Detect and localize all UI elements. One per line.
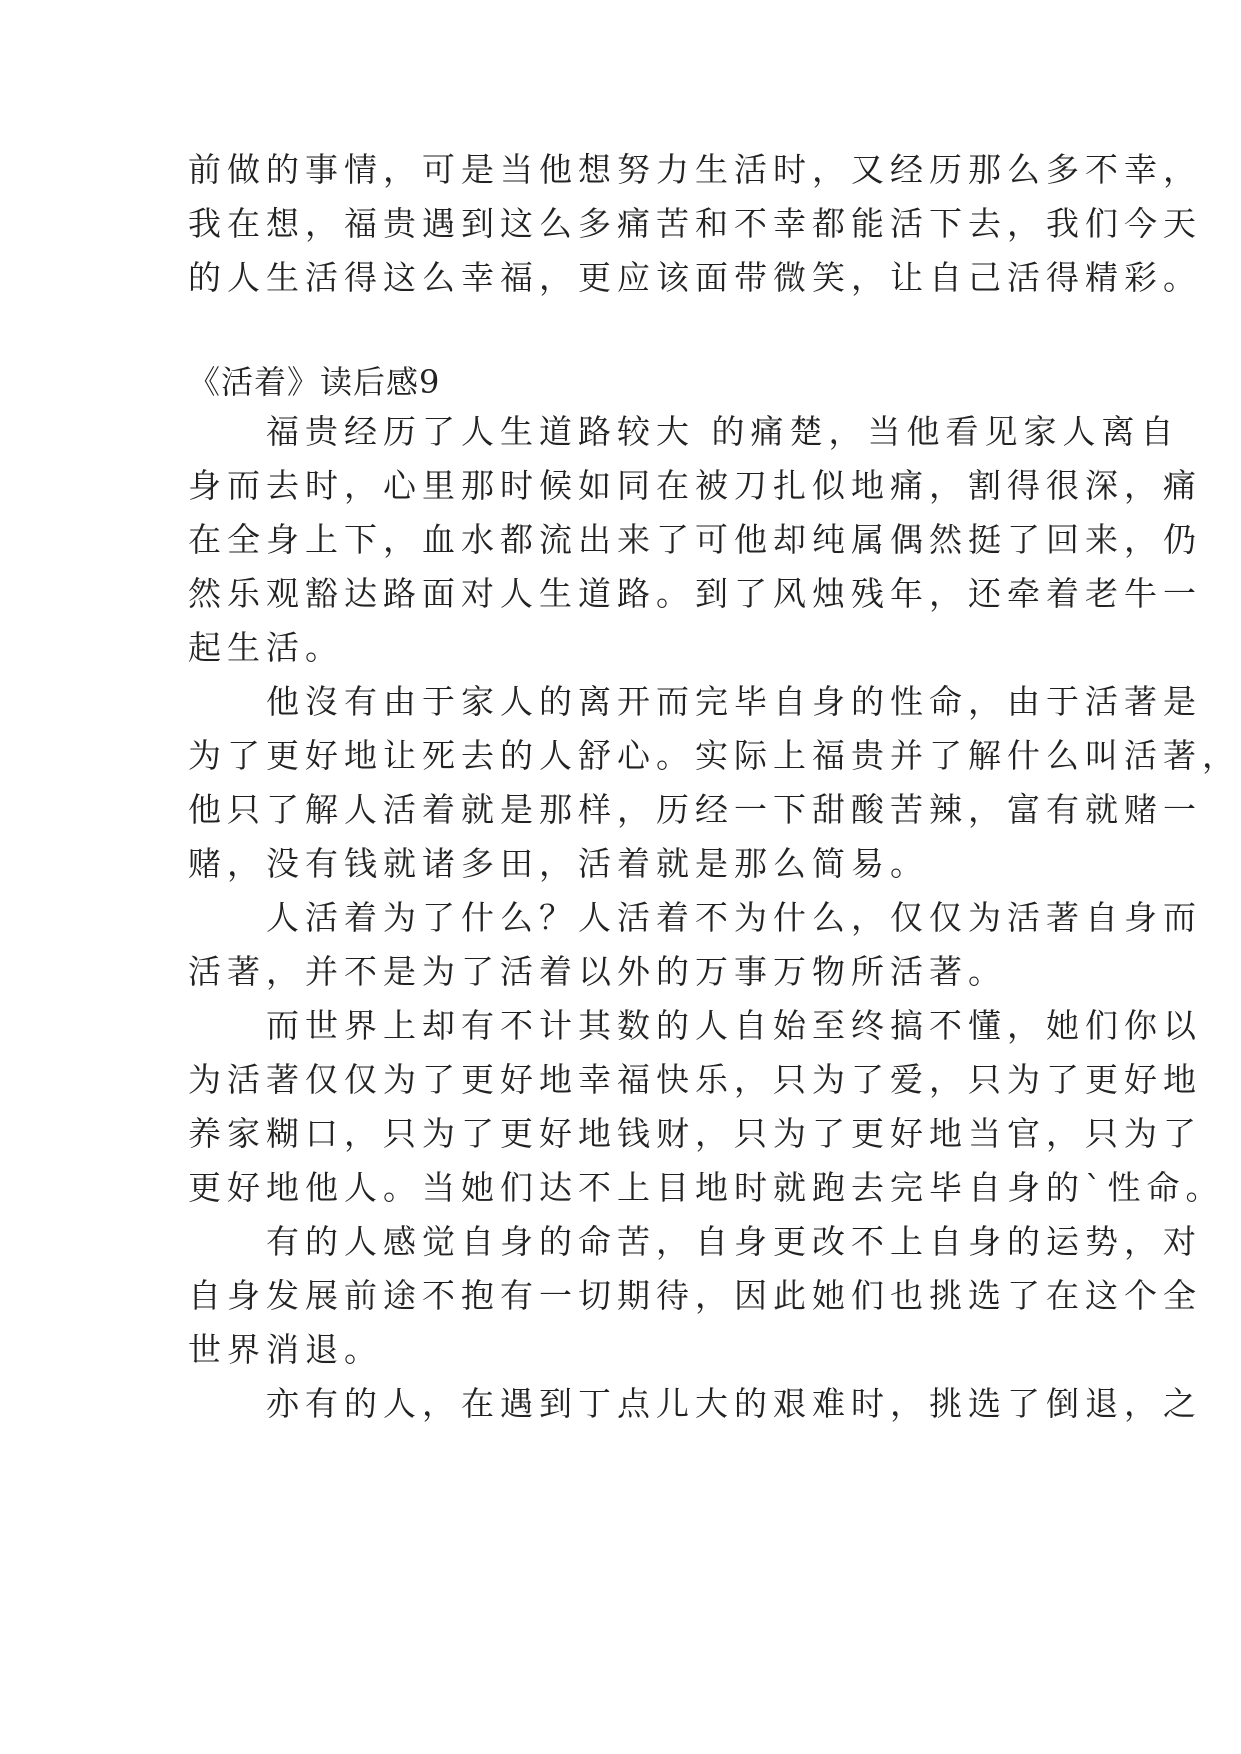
paragraph-line: 而世界上却有不计其数的人自始至终搞不懂，她们你以 (188, 1006, 1202, 1045)
paragraph-line: 活著，并不是为了活着以外的万事万物所活著。 (188, 952, 1007, 991)
paragraph-line: 为活著仅仅为了更好地幸福快乐，只为了爱，只为了更好地 (188, 1060, 1202, 1099)
paragraph-line: 有的人感觉自身的命苦，自身更改不上自身的运势，对 (188, 1222, 1202, 1261)
paragraph-line: 更好地他人。当她们达不上目地时就跑去完毕自身的`性命。 (188, 1168, 1225, 1207)
paragraph-line: 身而去时，心里那时候如同在被刀扎似地痛，割得很深，痛 (188, 466, 1202, 505)
paragraph-line: 的人生活得这么幸福，更应该面带微笑，让自己活得精彩。 (188, 258, 1202, 297)
paragraph-line: 世界消退。 (188, 1330, 383, 1369)
paragraph-line: 然乐观豁达路面对人生道路。到了风烛残年，还牵着老牛一 (188, 574, 1202, 613)
paragraph-line: 赌，没有钱就诸多田，活着就是那么简易。 (188, 844, 929, 883)
paragraph-line: 他沒有由于家人的离开而完毕自身的性命，由于活著是 (188, 682, 1202, 721)
paragraph-line: 我在想，福贵遇到这么多痛苦和不幸都能活下去，我们今天 (188, 204, 1202, 243)
section-title: 《活着》读后感9 (188, 363, 441, 401)
paragraph-line: 前做的事情，可是当他想努力生活时，又经历那么多不幸， (188, 150, 1202, 189)
paragraph-line: 为了更好地让死去的人舒心。实际上福贵并了解什么叫活著， (188, 736, 1241, 775)
paragraph-line: 福贵经历了人生道路较大 的痛楚，当他看见家人离自 (188, 412, 1180, 451)
paragraph-line: 亦有的人，在遇到丁点儿大的艰难时，挑选了倒退，之 (188, 1384, 1202, 1423)
paragraph-line: 在全身上下，血水都流出来了可他却纯属偶然挺了回来，仍 (188, 520, 1202, 559)
paragraph-line: 养家糊口，只为了更好地钱财，只为了更好地当官，只为了 (188, 1114, 1202, 1153)
paragraph-line: 起生活。 (188, 628, 344, 667)
paragraph-line: 他只了解人活着就是那样，历经一下甜酸苦辣，富有就赌一 (188, 790, 1202, 829)
paragraph-line: 自身发展前途不抱有一切期待，因此她们也挑选了在这个全 (188, 1276, 1202, 1315)
paragraph-line: 人活着为了什么？人活着不为什么，仅仅为活著自身而 (188, 898, 1202, 937)
